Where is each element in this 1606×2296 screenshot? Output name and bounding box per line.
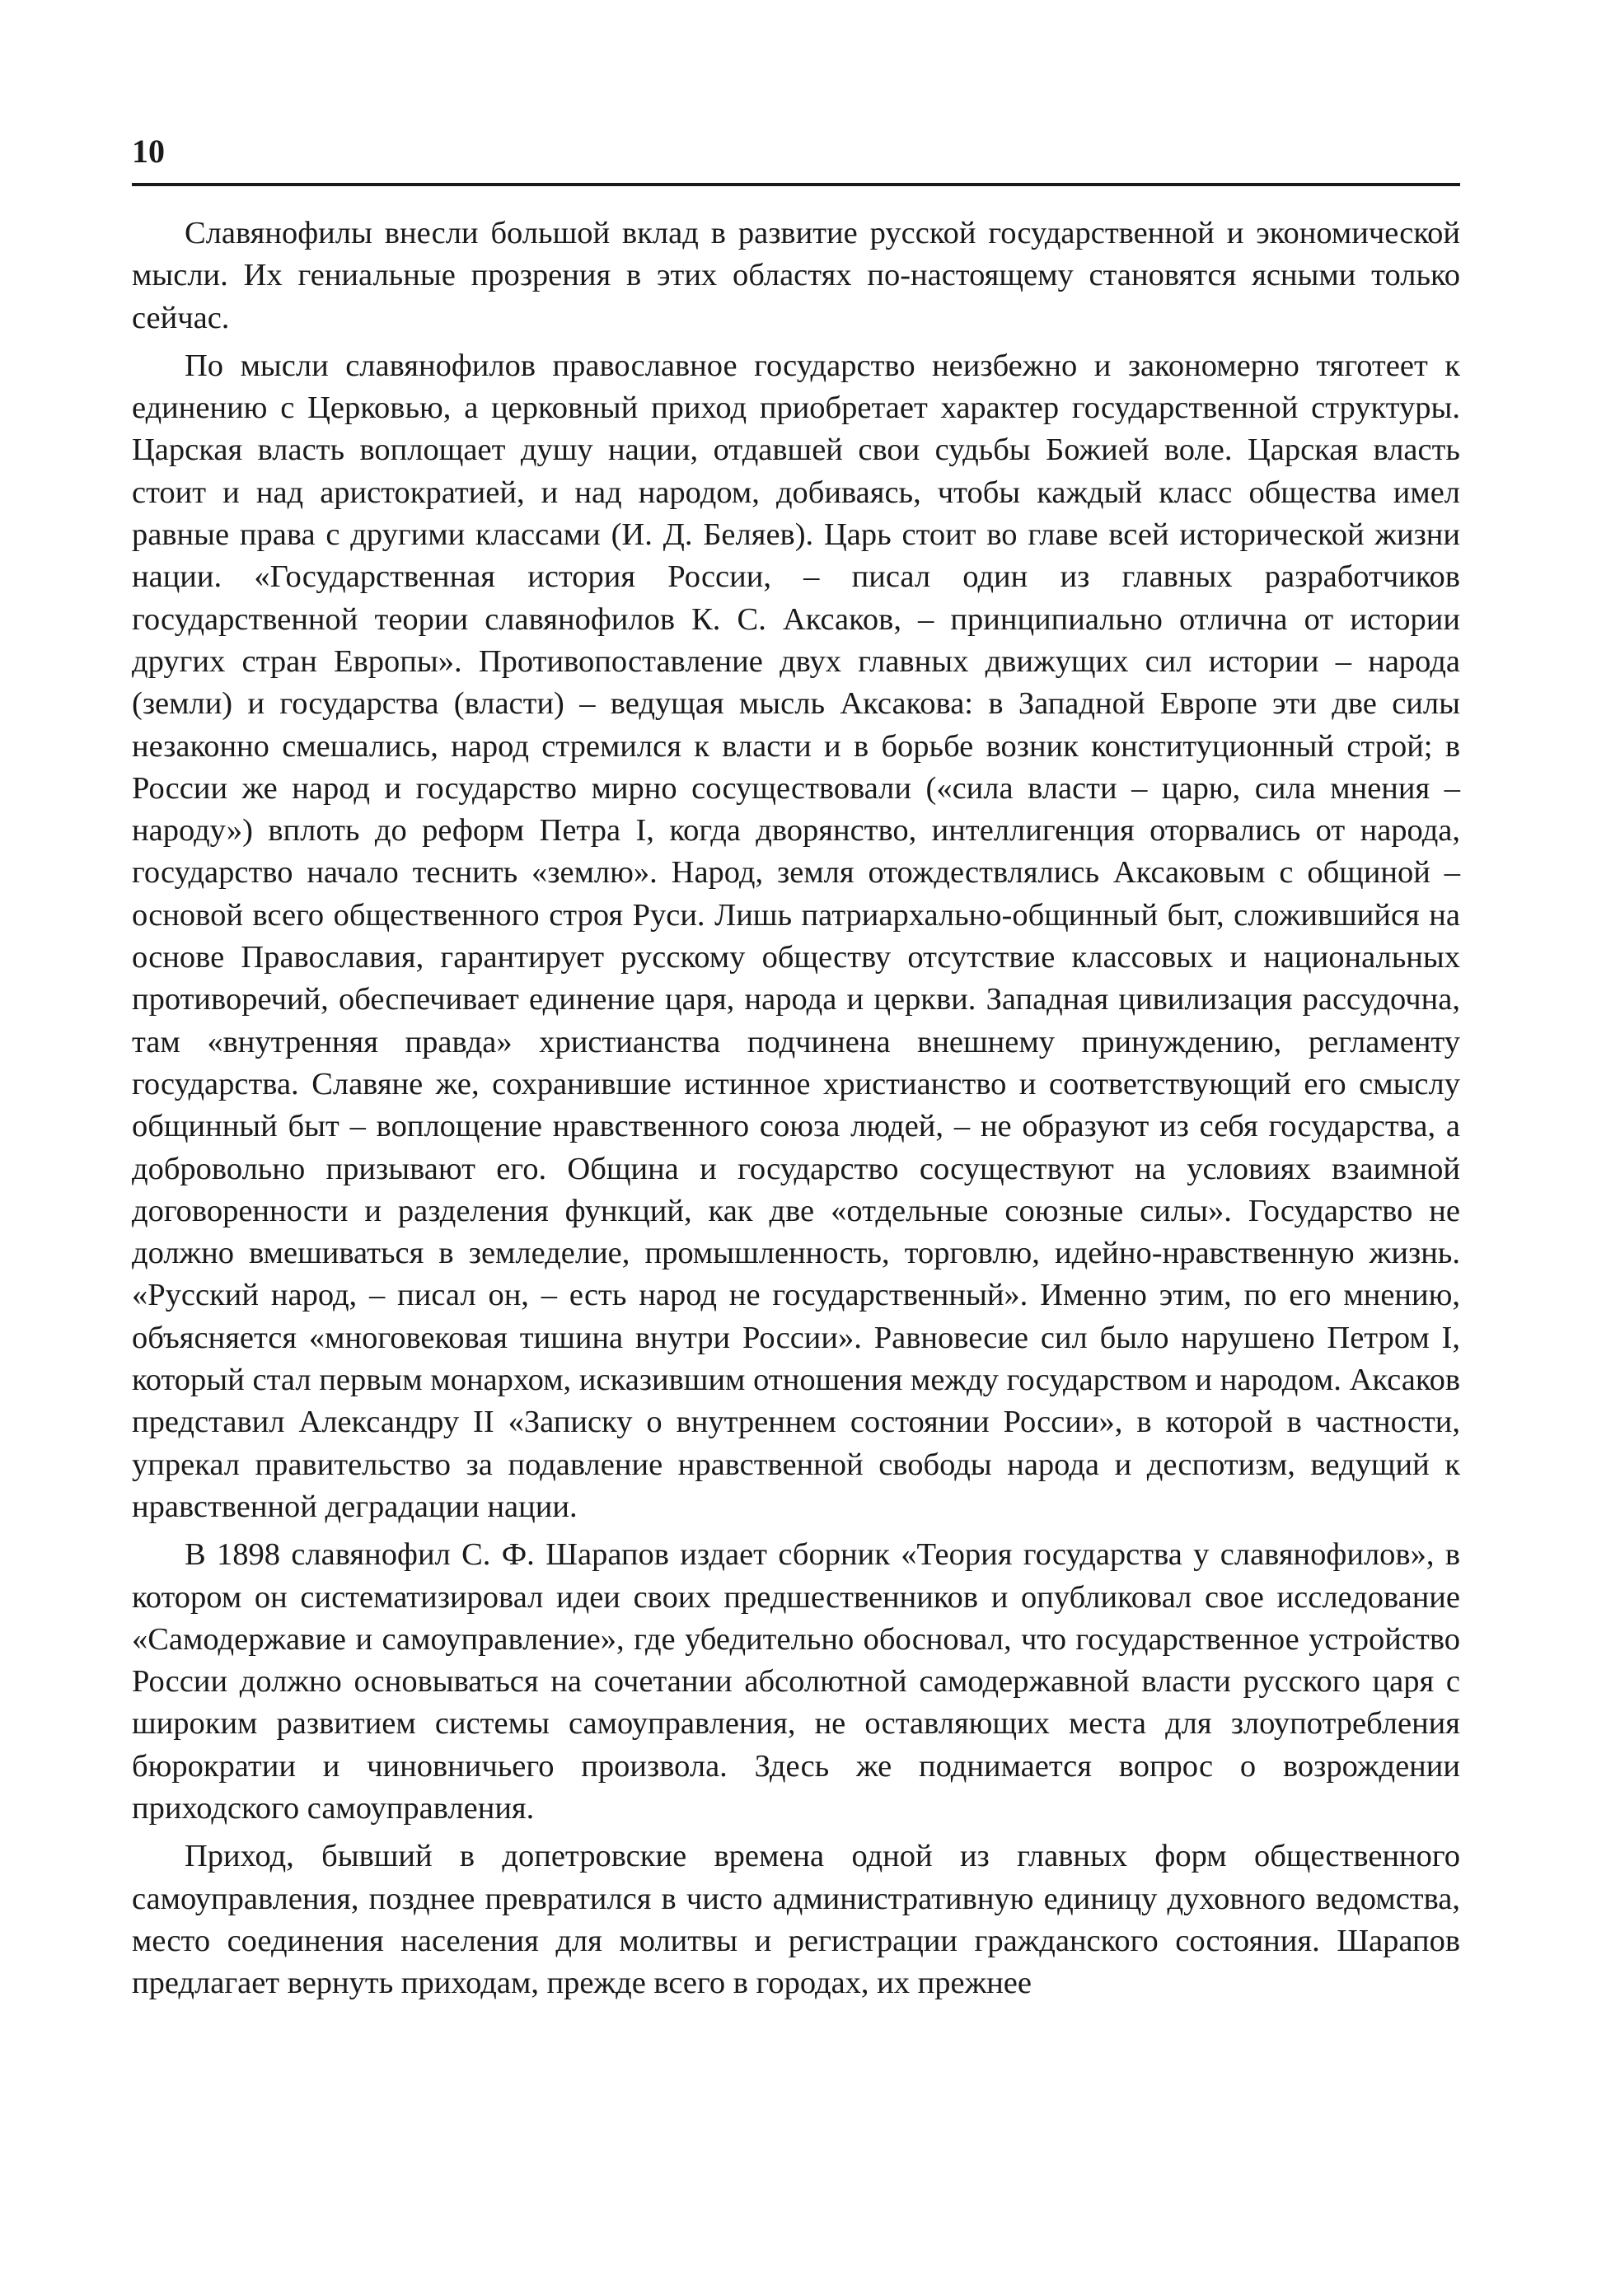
paragraph-2: По мысли славянофилов православное государство неизбежно и закономерно тяготеет к единению с Церковью, а церковный приход приобретает характер государственной структуры. Царская власть воплощает душу нации, отдавшей свои судьбы Божией воле. Царская власть стоит и над аристократией, и над народом, добиваясь, чтобы каждый класс общества имел равные права с другими классами (И. Д. Беляев). Царь стоит во главе всей исторической жизни нации. «Государственная история России, – писал один из главных разработчиков государственной теории славянофилов К. С. Аксаков, – принципиально отлична от истории других стран Европы». Противопоставление двух главных движущих сил истории – народа (земли) и государства (власти) – ведущая мысль Аксакова: в Западной Европе эти две силы незаконно смешались, народ стремился к власти и в борьбе возник конституционный строй; в России же народ и государство мирно сосуществовали («сила власти – царю, сила мнения – народу») вплоть до реформ Петра I, когда дворянство, интеллигенция оторвались от народа, государство начало теснить «землю». Народ, земля отождествлялись Аксаковым с общиной – основой всего общественного строя Руси. Лишь патриархально-общинный быт, сложившийся на основе Православия, гарантирует русскому обществу отсутствие классовых и национальных противоречий, обеспечивает единение царя, народа и церкви. Западная цивилизация рассудочна, там «внутренняя правда» христианства подчинена внешнему принуждению, регламенту государства. Славяне же, сохранившие истинное христианство и соответствующий его смыслу общинный быт – воплощение нравственного союза людей, – не образуют из себя государства, а добровольно призывают его. Община и государство сосуществуют на условиях взаимной договоренности и разделения функций, как две «отдельные союзные силы». Государство не должно вмешиваться в земледелие, промышленность, торговлю, идейно-нравственную жизнь. «Русский народ, – писал он, – есть народ не государственный». Именно этим, по его мнению, объясняется «многовековая тишина внутри России». Равновесие сил было нарушено Петром I, который стал первым монархом, исказившим отношения между государством и народом. Аксаков представил Александру II «Записку о внутреннем состоянии России», в которой в частности, упрекал правительство за подавление нравственной свободы народа и деспотизм, ведущий к нравственной деградации нации. [132,348,1460,1524]
page-number: 10 [132,133,165,170]
body-text [132,213,1460,2004]
paragraph-1: Славянофилы внесли большой вклад в развитие русской государственной и экономической мысли. Их гениальные прозрения в этих областях по-настоящему становятся ясными только сейчас. [132,216,1460,335]
paragraph-4: Приход, бывший в допетровские времена одной из главных форм общественного самоуправления, позднее превратился в чисто административную единицу духовного ведомства, место соединения населения для молитвы и регистрации гражданского состояния. Шарапов предлагает вернуть приходам, прежде всего в городах, их прежнее [132,1839,1460,2001]
header-rule [132,183,1460,186]
paragraph-3: В 1898 славянофил С. Ф. Шарапов издает сборник «Теория государства у славянофилов», в котором он систематизировал идеи своих предшественников и опубликовал свое исследование «Самодержавие и самоуправление», где убедительно обосновал, что государственное устройство России должно основываться на сочетании абсолютной самодержавной власти русского царя с широким развитием системы самоуправления, не оставляющих места для злоупотребления бюрократии и чиновничьего произвола. Здесь же поднимается вопрос о возрождении приходского самоуправления. [132,1537,1460,1826]
